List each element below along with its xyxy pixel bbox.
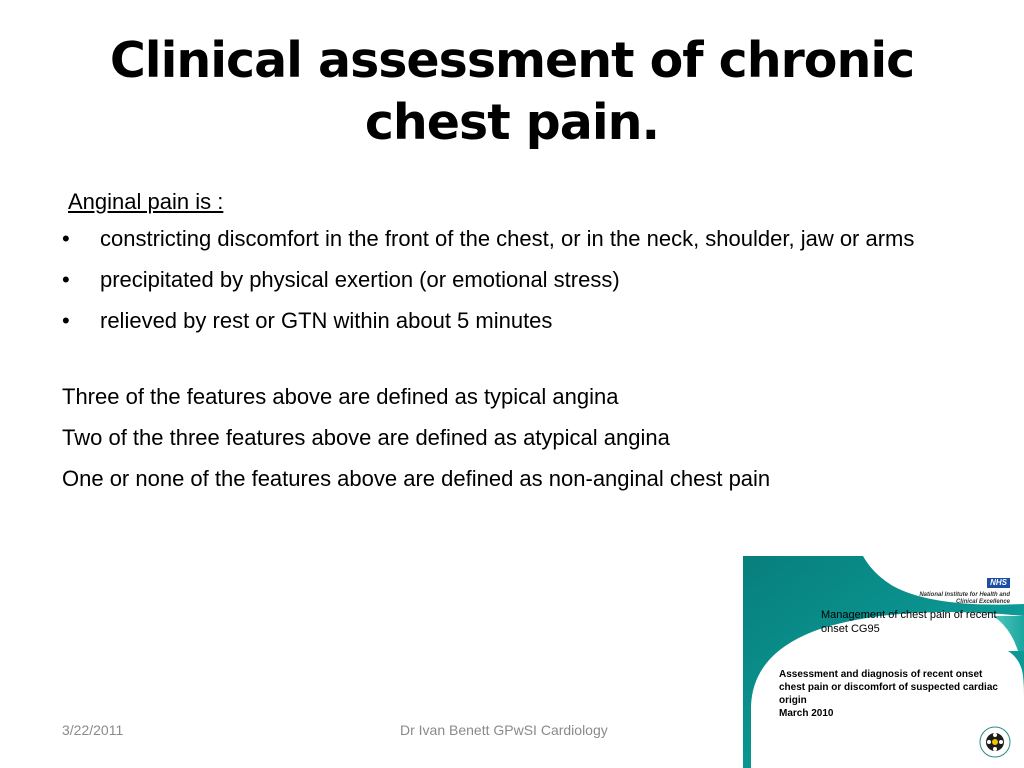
list-item bbox=[62, 221, 962, 256]
nice-emblem-icon bbox=[979, 726, 1011, 758]
spacer bbox=[62, 344, 962, 379]
bullet-text: constricting discomfort in the front of the chest, or in the neck, shoulder, jaw or arms bbox=[100, 226, 915, 251]
cover-heading-block bbox=[779, 668, 1004, 720]
list-item bbox=[62, 262, 962, 297]
typical-angina-text: Three of the features above are defined as typical angina bbox=[62, 384, 619, 409]
slide-title: Clinical assessment of chronic chest pain. bbox=[109, 32, 915, 151]
list-item bbox=[62, 303, 962, 338]
bullet-icon: • bbox=[62, 226, 70, 251]
cover-date: March 2010 bbox=[779, 708, 834, 719]
bullet-icon: • bbox=[62, 267, 70, 292]
organisation-name: National Institute for Health and Clinical Excellence bbox=[919, 592, 1010, 605]
footer-author: Dr Ivan Benett GPwSI Cardiology bbox=[400, 722, 608, 738]
bullet-text: relieved by rest or GTN within about 5 minutes bbox=[100, 308, 553, 333]
nhs-block bbox=[900, 572, 1010, 606]
cover-heading: Assessment and diagnosis of recent onset chest pain or discomfort of suspected cardiac origin bbox=[779, 669, 998, 706]
bullet-icon: • bbox=[62, 308, 70, 333]
atypical-angina-text: Two of the three features above are defined as atypical angina bbox=[62, 425, 670, 450]
footer-date: 3/22/2011 bbox=[62, 722, 124, 738]
slide-body bbox=[62, 184, 962, 502]
bullet-list bbox=[62, 221, 962, 338]
cover-subtitle: Management of chest pain of recent onset CG95 bbox=[821, 609, 997, 635]
bullet-text: precipitated by physical exertion (or emotional stress) bbox=[100, 267, 620, 292]
non-anginal-text: One or none of the features above are defined as non-anginal chest pain bbox=[62, 466, 771, 491]
intro-text: Anginal pain is : bbox=[68, 189, 224, 214]
guideline-cover-image bbox=[743, 556, 1024, 768]
nhs-logo: NHS bbox=[987, 578, 1010, 588]
